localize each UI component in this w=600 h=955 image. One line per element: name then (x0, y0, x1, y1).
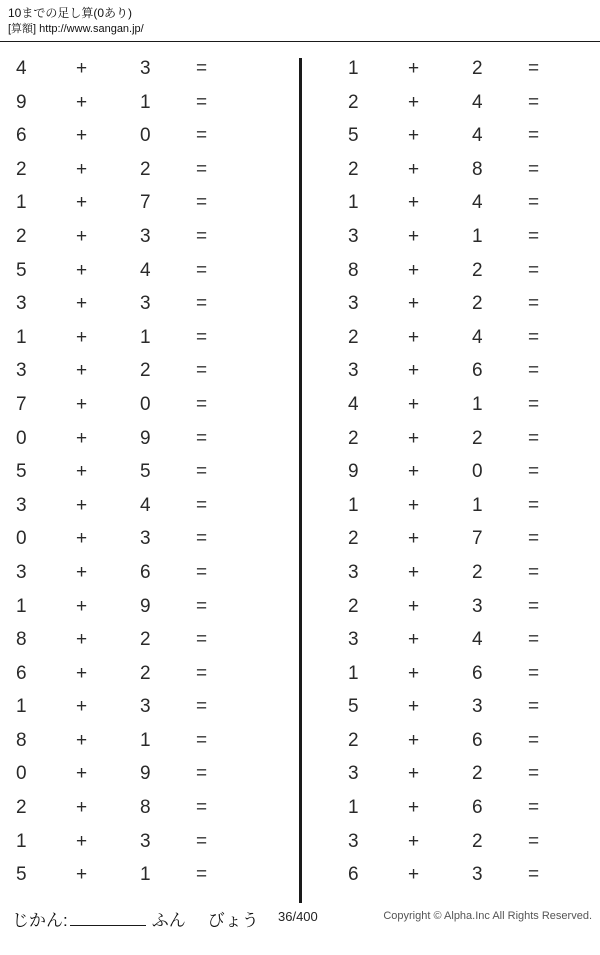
operand-b: 2 (472, 830, 483, 852)
operand-a: 2 (348, 729, 359, 751)
equals-icon: = (196, 91, 208, 113)
plus-icon: + (408, 729, 420, 751)
operand-a: 5 (16, 461, 27, 483)
operand-a: 8 (16, 729, 27, 751)
problem-column-left (0, 48, 290, 898)
operand-a: 3 (348, 629, 359, 651)
equals-icon: = (196, 864, 208, 886)
equals-icon: = (528, 293, 540, 315)
problem-row (6, 864, 290, 898)
operand-a: 2 (348, 158, 359, 180)
operand-b: 4 (472, 192, 483, 214)
problem-row (6, 797, 290, 831)
plus-icon: + (76, 494, 88, 516)
operand-b: 2 (472, 561, 483, 583)
equals-icon: = (528, 158, 540, 180)
operand-a: 1 (16, 192, 27, 214)
operand-b: 3 (140, 293, 151, 315)
equals-icon: = (528, 696, 540, 718)
operand-b: 6 (472, 797, 483, 819)
equals-icon: = (196, 528, 208, 550)
equals-icon: = (196, 225, 208, 247)
operand-a: 9 (348, 461, 359, 483)
problem-row (6, 528, 290, 562)
operand-b: 1 (140, 729, 151, 751)
plus-icon: + (408, 830, 420, 852)
operand-a: 5 (348, 696, 359, 718)
operand-b: 0 (140, 125, 151, 147)
equals-icon: = (528, 830, 540, 852)
equals-icon: = (196, 393, 208, 415)
problem-row (6, 696, 290, 730)
problem-row (338, 797, 600, 831)
plus-icon: + (408, 528, 420, 550)
operand-b: 9 (140, 427, 151, 449)
plus-icon: + (76, 629, 88, 651)
operand-a: 1 (348, 662, 359, 684)
operand-b: 6 (472, 662, 483, 684)
equals-icon: = (528, 58, 540, 79)
problem-row (338, 495, 600, 529)
plus-icon: + (408, 225, 420, 247)
copyright-notice: Copyright © Alpha.Inc All Rights Reserved. (383, 910, 592, 922)
operand-a: 8 (16, 629, 27, 651)
problem-row (6, 92, 290, 126)
plus-icon: + (76, 595, 88, 617)
operand-b: 3 (472, 595, 483, 617)
plus-icon: + (76, 461, 88, 483)
operand-a: 4 (348, 393, 359, 415)
equals-icon: = (196, 595, 208, 617)
plus-icon: + (76, 326, 88, 348)
operand-b: 3 (140, 696, 151, 718)
time-label: じかん: (12, 911, 68, 930)
equals-icon: = (196, 629, 208, 651)
problem-row (338, 831, 600, 865)
operand-b: 2 (472, 293, 483, 315)
operand-b: 6 (472, 360, 483, 382)
plus-icon: + (76, 58, 88, 79)
problem-row (338, 92, 600, 126)
plus-icon: + (408, 629, 420, 651)
equals-icon: = (528, 662, 540, 684)
equals-icon: = (196, 729, 208, 751)
problem-row (6, 629, 290, 663)
problem-row (338, 730, 600, 764)
minutes-unit-label: ふん (151, 911, 186, 930)
operand-b: 2 (472, 427, 483, 449)
operand-a: 7 (16, 393, 27, 415)
equals-icon: = (528, 125, 540, 147)
problem-row (338, 696, 600, 730)
operand-a: 5 (348, 125, 359, 147)
problem-row (338, 461, 600, 495)
worksheet-source: [算額] http://www.sangan.jp/ (8, 23, 144, 35)
operand-b: 6 (140, 561, 151, 583)
plus-icon: + (408, 192, 420, 214)
operand-a: 5 (16, 259, 27, 281)
problem-row (338, 226, 600, 260)
problem-row (6, 293, 290, 327)
equals-icon: = (528, 259, 540, 281)
time-input-blank[interactable] (70, 905, 146, 926)
plus-icon: + (408, 595, 420, 617)
problem-row (338, 394, 600, 428)
worksheet-footer (0, 905, 600, 955)
equals-icon: = (528, 326, 540, 348)
plus-icon: + (76, 125, 88, 147)
operand-b: 2 (472, 259, 483, 281)
plus-icon: + (408, 662, 420, 684)
problem-row (338, 663, 600, 697)
problem-row (6, 596, 290, 630)
operand-a: 1 (348, 494, 359, 516)
plus-icon: + (76, 662, 88, 684)
problem-row (338, 293, 600, 327)
plus-icon: + (408, 696, 420, 718)
operand-b: 3 (472, 864, 483, 886)
problem-row (6, 428, 290, 462)
plus-icon: + (408, 158, 420, 180)
problem-row (338, 629, 600, 663)
seconds-unit-label: びょう (207, 911, 259, 930)
operand-a: 3 (348, 830, 359, 852)
equals-icon: = (528, 393, 540, 415)
equals-icon: = (528, 864, 540, 886)
operand-b: 3 (140, 58, 151, 79)
equals-icon: = (196, 830, 208, 852)
operand-b: 4 (140, 259, 151, 281)
plus-icon: + (76, 427, 88, 449)
equals-icon: = (528, 91, 540, 113)
operand-a: 1 (348, 58, 359, 79)
equals-icon: = (196, 797, 208, 819)
problem-row (338, 360, 600, 394)
plus-icon: + (408, 58, 420, 79)
problem-row (6, 125, 290, 159)
operand-a: 1 (16, 595, 27, 617)
operand-a: 2 (348, 595, 359, 617)
worksheet-header (8, 6, 592, 37)
equals-icon: = (196, 696, 208, 718)
plus-icon: + (408, 797, 420, 819)
operand-a: 6 (16, 125, 27, 147)
equals-icon: = (528, 763, 540, 785)
operand-a: 3 (16, 494, 27, 516)
plus-icon: + (408, 561, 420, 583)
equals-icon: = (528, 528, 540, 550)
operand-b: 9 (140, 595, 151, 617)
plus-icon: + (76, 91, 88, 113)
equals-icon: = (196, 259, 208, 281)
equals-icon: = (528, 629, 540, 651)
operand-b: 8 (472, 158, 483, 180)
equals-icon: = (196, 427, 208, 449)
plus-icon: + (76, 225, 88, 247)
operand-a: 3 (16, 561, 27, 583)
plus-icon: + (408, 494, 420, 516)
operand-a: 3 (16, 360, 27, 382)
operand-a: 3 (348, 225, 359, 247)
plus-icon: + (76, 259, 88, 281)
plus-icon: + (76, 360, 88, 382)
equals-icon: = (528, 192, 540, 214)
operand-b: 8 (140, 797, 151, 819)
problem-row (6, 327, 290, 361)
header-divider (0, 41, 600, 42)
column-divider-line (299, 58, 302, 903)
operand-a: 1 (16, 830, 27, 852)
problem-column-right (310, 48, 600, 898)
equals-icon: = (196, 192, 208, 214)
operand-a: 1 (16, 696, 27, 718)
equals-icon: = (528, 427, 540, 449)
equals-icon: = (196, 461, 208, 483)
operand-b: 0 (140, 393, 151, 415)
operand-b: 2 (140, 360, 151, 382)
operand-b: 4 (472, 91, 483, 113)
problem-row (6, 226, 290, 260)
operand-b: 2 (472, 58, 483, 79)
plus-icon: + (408, 125, 420, 147)
operand-a: 0 (16, 427, 27, 449)
operand-a: 1 (16, 326, 27, 348)
operand-b: 4 (472, 326, 483, 348)
operand-b: 6 (472, 729, 483, 751)
plus-icon: + (76, 864, 88, 886)
plus-icon: + (76, 561, 88, 583)
operand-a: 1 (348, 192, 359, 214)
plus-icon: + (408, 864, 420, 886)
worksheet-title: 10までの足し算(0あり) (8, 6, 133, 20)
problem-row (338, 596, 600, 630)
equals-icon: = (196, 58, 208, 79)
operand-b: 2 (140, 662, 151, 684)
plus-icon: + (76, 192, 88, 214)
equals-icon: = (528, 494, 540, 516)
operand-b: 2 (140, 158, 151, 180)
plus-icon: + (76, 797, 88, 819)
equals-icon: = (196, 360, 208, 382)
operand-b: 7 (140, 192, 151, 214)
operand-a: 2 (16, 158, 27, 180)
plus-icon: + (408, 91, 420, 113)
problem-row (6, 260, 290, 294)
plus-icon: + (76, 830, 88, 852)
plus-icon: + (408, 763, 420, 785)
equals-icon: = (528, 225, 540, 247)
problem-columns (0, 48, 600, 898)
operand-b: 9 (140, 763, 151, 785)
operand-a: 8 (348, 259, 359, 281)
operand-a: 3 (348, 763, 359, 785)
problem-row (6, 461, 290, 495)
equals-icon: = (528, 729, 540, 751)
operand-b: 1 (140, 864, 151, 886)
equals-icon: = (196, 763, 208, 785)
plus-icon: + (408, 393, 420, 415)
problem-row (338, 125, 600, 159)
operand-b: 2 (140, 629, 151, 651)
equals-icon: = (528, 461, 540, 483)
operand-a: 1 (348, 797, 359, 819)
operand-a: 2 (16, 797, 27, 819)
equals-icon: = (528, 360, 540, 382)
equals-icon: = (528, 797, 540, 819)
operand-b: 7 (472, 528, 483, 550)
time-field (12, 905, 259, 931)
plus-icon: + (408, 293, 420, 315)
plus-icon: + (408, 326, 420, 348)
operand-b: 1 (472, 225, 483, 247)
problem-row (6, 495, 290, 529)
operand-b: 1 (472, 494, 483, 516)
problem-row (338, 58, 600, 92)
plus-icon: + (76, 763, 88, 785)
operand-b: 4 (140, 494, 151, 516)
equals-icon: = (196, 158, 208, 180)
problem-row (338, 562, 600, 596)
problem-row (338, 763, 600, 797)
problem-row (6, 663, 290, 697)
page-number: 36/400 (278, 909, 318, 924)
operand-a: 0 (16, 528, 27, 550)
operand-a: 5 (16, 864, 27, 886)
problem-row (338, 528, 600, 562)
problem-row (338, 260, 600, 294)
plus-icon: + (76, 158, 88, 180)
plus-icon: + (408, 461, 420, 483)
operand-b: 1 (140, 326, 151, 348)
problem-row (6, 763, 290, 797)
operand-a: 3 (16, 293, 27, 315)
equals-icon: = (528, 561, 540, 583)
operand-b: 3 (472, 696, 483, 718)
operand-a: 2 (348, 427, 359, 449)
operand-a: 6 (16, 662, 27, 684)
operand-a: 6 (348, 864, 359, 886)
operand-b: 1 (140, 91, 151, 113)
operand-a: 2 (348, 326, 359, 348)
equals-icon: = (196, 125, 208, 147)
plus-icon: + (76, 293, 88, 315)
plus-icon: + (76, 393, 88, 415)
operand-a: 4 (16, 58, 27, 79)
operand-a: 2 (348, 528, 359, 550)
operand-b: 3 (140, 225, 151, 247)
equals-icon: = (196, 494, 208, 516)
problem-row (6, 192, 290, 226)
plus-icon: + (408, 360, 420, 382)
plus-icon: + (408, 427, 420, 449)
operand-a: 3 (348, 360, 359, 382)
problem-row (6, 394, 290, 428)
equals-icon: = (196, 293, 208, 315)
problem-row (338, 192, 600, 226)
operand-a: 3 (348, 293, 359, 315)
operand-b: 3 (140, 528, 151, 550)
operand-b: 4 (472, 629, 483, 651)
problem-row (338, 864, 600, 898)
operand-b: 3 (140, 830, 151, 852)
problem-row (6, 730, 290, 764)
operand-b: 1 (472, 393, 483, 415)
plus-icon: + (76, 528, 88, 550)
problem-row (338, 428, 600, 462)
problem-row (6, 360, 290, 394)
plus-icon: + (76, 696, 88, 718)
operand-a: 9 (16, 91, 27, 113)
operand-b: 5 (140, 461, 151, 483)
problem-row (338, 159, 600, 193)
operand-a: 2 (348, 91, 359, 113)
operand-a: 0 (16, 763, 27, 785)
operand-a: 3 (348, 561, 359, 583)
operand-b: 0 (472, 461, 483, 483)
equals-icon: = (528, 595, 540, 617)
problem-row (6, 831, 290, 865)
column-divider (290, 48, 310, 898)
problem-row (6, 58, 290, 92)
equals-icon: = (196, 561, 208, 583)
operand-b: 4 (472, 125, 483, 147)
equals-icon: = (196, 662, 208, 684)
plus-icon: + (408, 259, 420, 281)
problem-row (6, 159, 290, 193)
plus-icon: + (76, 729, 88, 751)
equals-icon: = (196, 326, 208, 348)
operand-a: 2 (16, 225, 27, 247)
problem-row (6, 562, 290, 596)
problem-row (338, 327, 600, 361)
operand-b: 2 (472, 763, 483, 785)
